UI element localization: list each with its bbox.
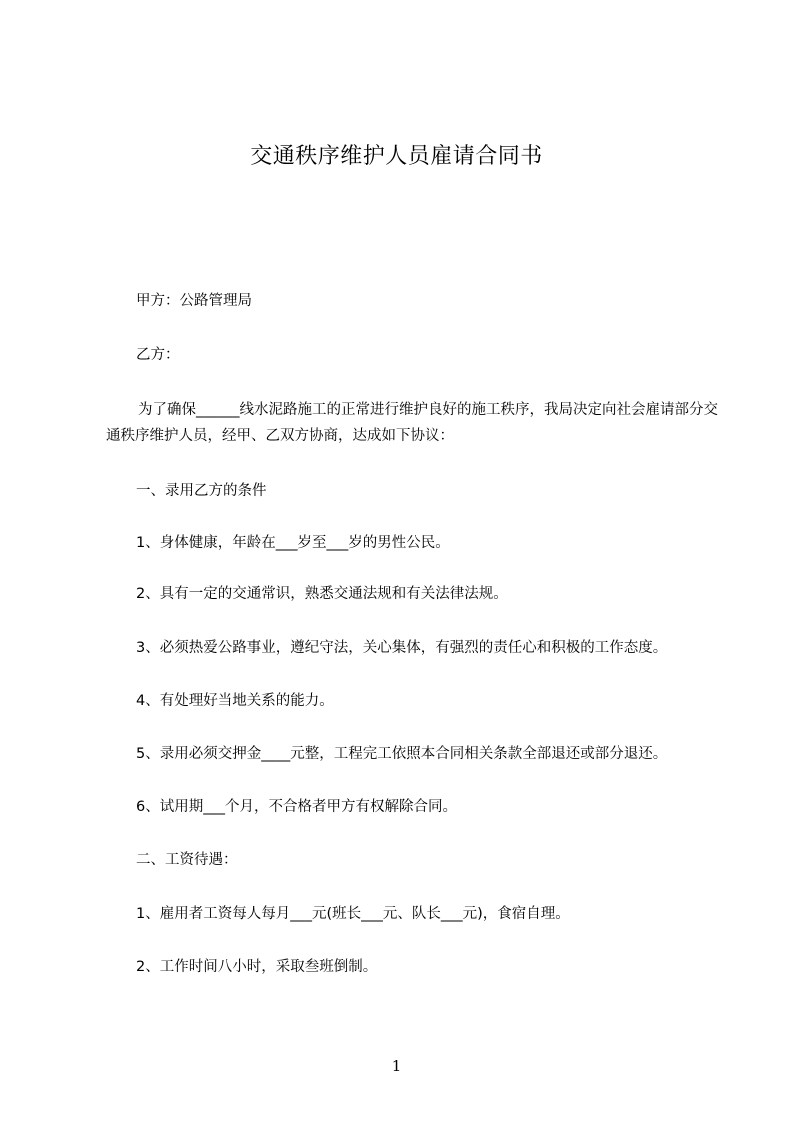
section1-item-4: 4、有处理好当地关系的能力。 [136, 693, 334, 709]
intro-paragraph: 为了确保______线水泥路施工的正常进行维护良好的施工秩序，我局决定向社会雇请部分交通秩序维护人员，经甲、乙双方协商，达成如下协议： [106, 402, 718, 444]
section2-item-2: 2、工作时间八小时，采取叁班倒制。 [136, 959, 378, 975]
section1-item-1: 1、身体健康，年龄在___岁至___岁的男性公民。 [136, 535, 450, 551]
section1-item-5: 5、录用必须交押金____元整，工程完工依照本合同相关条款全部退还或部分退还。 [136, 746, 668, 762]
section1-item-6: 6、试用期___个月，不合格者甲方有权解除合同。 [136, 799, 457, 815]
section2-heading: 二、工资待遇： [136, 852, 238, 868]
page-number: 1 [391, 1057, 402, 1075]
party-a: 甲方：公路管理局 [136, 293, 252, 309]
section1-heading: 一、录用乙方的条件 [136, 483, 267, 499]
party-b: 乙方： [136, 347, 180, 363]
section1-item-2: 2、具有一定的交通常识，熟悉交通法规和有关法律法规。 [136, 586, 508, 602]
section2-item-1: 1、雇用者工资每人每月___元(班长___元、队长___元)，食宿自理。 [136, 906, 570, 922]
document-title: 交通秩序维护人员雇请合同书 [250, 144, 543, 169]
section1-item-3: 3、必须热爱公路事业，遵纪守法，关心集体，有强烈的责任心和积极的工作态度。 [136, 640, 668, 656]
